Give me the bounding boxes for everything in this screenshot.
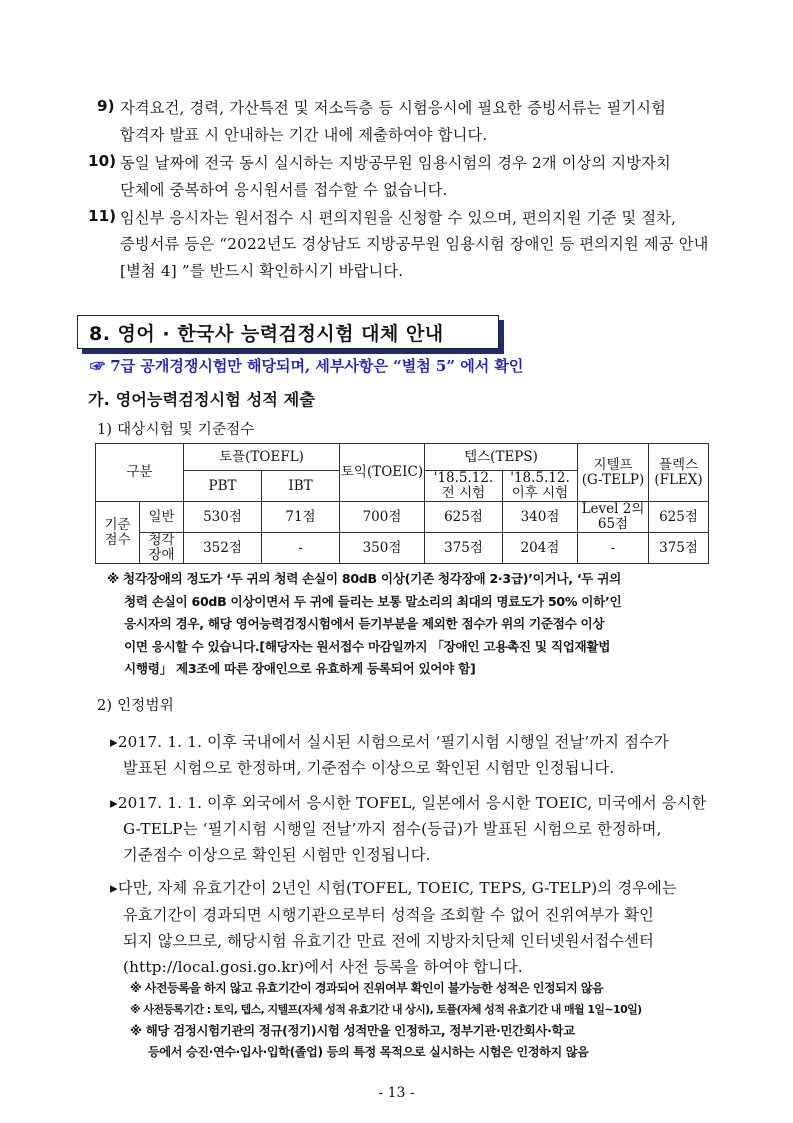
header-flex bbox=[649, 444, 709, 502]
section-title: 8. 영어 · 한국사 능력검정시험 대체 안내 bbox=[89, 323, 444, 345]
item-text-line: 자격요건, 경력, 가산특전 및 저소득층 등 시험응시에 필요한 증빙서류는 필기시험 bbox=[120, 99, 667, 117]
subsection-heading: 가. 영어능력검정시험 성적 제출 bbox=[88, 390, 316, 409]
section-pointer-note: ☞ 7급 공개경쟁시험만 해당되며, 세부사항은 “별첨 5” 에서 확인 bbox=[90, 357, 524, 375]
table-cell: 352점 bbox=[184, 533, 262, 564]
bullet-line: ▸2017. 1. 1. 이후 외국에서 응시한 TOFEL, 일본에서 응시한 TOEIC, 미국에서 응시한 bbox=[110, 794, 707, 812]
note-line: 응시자의 경우, 해당 영어능력검정시험에서 듣기부분을 제외한 점수가 위의 기준점수 이상 bbox=[124, 616, 605, 631]
header-gtelp-l2: (G-TELP) bbox=[581, 471, 645, 488]
header-teps-after-l2: 이후 시험 bbox=[511, 485, 569, 501]
score-table bbox=[95, 443, 709, 564]
header-teps-after bbox=[503, 471, 578, 502]
page-number: - 13 - bbox=[378, 1085, 415, 1101]
item-text-line: 증빙서류 등은 “2022년도 경상남도 지방공무원 임용시험 장애인 등 편의지원 제공 안내 bbox=[120, 235, 709, 253]
header-gtelp-l1: 지텔프 bbox=[593, 456, 633, 473]
header-teps-before bbox=[425, 471, 503, 502]
table-cell: 350점 bbox=[340, 533, 425, 564]
header-toefl: 토플(TOEFL) bbox=[184, 444, 340, 471]
item-text-line: 단체에 중복하여 응시원서를 접수할 수 없습니다. bbox=[120, 181, 448, 199]
table-cell-gtelp bbox=[578, 502, 649, 533]
note-line: ※ 사전등록을 하지 않고 유효기간이 경과되어 진위여부 확인이 불가능한 성적은 인정되지 않음 bbox=[130, 981, 604, 995]
subsection-label: 1) 대상시험 및 기준점수 bbox=[97, 422, 255, 438]
header-ibt: IBT bbox=[262, 471, 340, 502]
item-number: 10) bbox=[88, 152, 117, 170]
table-cell: 625점 bbox=[649, 502, 709, 533]
note-line: 등에서 승진·연수·입사·입학(졸업) 등의 특정 목적으로 실시하는 시험은 인정하지 않음 bbox=[148, 1045, 589, 1059]
row-hearing-label bbox=[140, 533, 184, 564]
note-line: 청력 손실이 60dB 이상이면서 두 귀에 들리는 보통 말소리의 최대의 명료도가 50% 이하’인 bbox=[124, 594, 622, 609]
header-teps-before-l1: '18.5.12. bbox=[433, 470, 494, 486]
table-cell: 71점 bbox=[262, 502, 340, 533]
hearing-l2: 장애 bbox=[148, 547, 175, 563]
item-text-line: 동일 날짜에 전국 동시 실시하는 지방공무원 임용시험의 경우 2개 이상의 지방자치 bbox=[120, 154, 671, 172]
item-text-line: 합격자 발표 시 안내하는 기간 내에 제출하여야 합니다. bbox=[120, 126, 488, 144]
table-cell: 340점 bbox=[503, 502, 578, 533]
bullet-line: ▸2017. 1. 1. 이후 국내에서 실시된 시험으로서 ‘필기시험 시행일 전날’까지 점수가 bbox=[110, 733, 669, 751]
table-cell: 375점 bbox=[425, 533, 503, 564]
row-label-criteria bbox=[96, 502, 140, 564]
note-line: 이면 응시할 수 있습니다.[해당자는 원서접수 마감일까지 「장애인 고용촉진 및 직업재활법 bbox=[124, 639, 611, 654]
item-text-line: [별첨 4] ”를 반드시 확인하시기 바랍니다. bbox=[120, 262, 404, 280]
bullet-line: ▸다만, 자체 유효기간이 2년인 시험(TOFEL, TOEIC, TEPS, G-TELP)의 경우에는 bbox=[110, 879, 677, 897]
header-flex-l2: (FLEX) bbox=[654, 471, 703, 488]
table-cell: 530점 bbox=[184, 502, 262, 533]
subsection-label: 2) 인정범위 bbox=[97, 698, 174, 714]
header-pbt: PBT bbox=[184, 471, 262, 502]
table-cell: - bbox=[262, 533, 340, 564]
bullet-line: 되지 않으므로, 해당시험 유효기간 만료 전에 지방자치단체 인터넷원서접수센터 bbox=[123, 932, 654, 950]
header-flex-l1: 플렉스 bbox=[658, 456, 699, 473]
bullet-line: (http://local.gosi.go.kr)에서 사전 등록을 하여야 합니다. bbox=[123, 958, 523, 976]
gtelp-l2: 65점 bbox=[597, 516, 629, 532]
item-text-line: 임신부 응시자는 원서접수 시 편의지원을 신청할 수 있으며, 편의지원 기준 및 절차, bbox=[120, 209, 677, 227]
note-line: ※ 청각장애의 정도가 ‘두 귀의 청력 손실이 80dB 이상(기존 청각장애 2·3급)’이거나, ‘두 귀의 bbox=[107, 571, 621, 586]
note-line: 시행령」 제3조에 따른 장애인으로 유효하게 등록되어 있어야 함] bbox=[124, 661, 476, 676]
row-label-l1: 기준 bbox=[104, 516, 131, 533]
header-teps-after-l1: '18.5.12. bbox=[510, 470, 570, 486]
header-gubun: 구분 bbox=[96, 444, 184, 502]
hearing-l1: 청각 bbox=[148, 532, 175, 548]
row-label-l2: 점수 bbox=[104, 531, 131, 548]
header-gtelp bbox=[578, 444, 649, 502]
bullet-line: 기준점수 이상으로 확인된 시험만 인정됩니다. bbox=[123, 846, 431, 864]
header-teps-before-l2: 전 시험 bbox=[441, 485, 486, 501]
table-cell: 625점 bbox=[425, 502, 503, 533]
item-number: 9) bbox=[97, 97, 115, 115]
table-cell: 700점 bbox=[340, 502, 425, 533]
bullet-line: 유효기간이 경과되면 시행기관으로부터 성적을 조회할 수 없어 진위여부가 확인 bbox=[123, 906, 654, 924]
bullet-line: G-TELP는 ‘필기시험 시행일 전날’까지 점수(등급)가 발표된 시험으로 한정하며, bbox=[123, 820, 662, 838]
gtelp-l1: Level 2의 bbox=[581, 501, 645, 517]
bullet-line: 발표된 시험으로 한정하며, 기준점수 이상으로 확인된 시험만 인정됩니다. bbox=[123, 759, 615, 777]
header-teps: 텝스(TEPS) bbox=[425, 444, 578, 471]
table-cell: - bbox=[578, 533, 649, 564]
row-general-label: 일반 bbox=[140, 502, 184, 533]
header-toeic: 토익(TOEIC) bbox=[340, 444, 425, 502]
note-line: ※ 사전등록기간 : 토익, 텝스, 지텔프(자체 성적 유효기간 내 상시), 토플(자체 성적 유효기간 내 매월 1일~10일) bbox=[130, 1003, 642, 1016]
table-cell: 375점 bbox=[649, 533, 709, 564]
section-heading-box bbox=[77, 315, 499, 349]
item-number: 11) bbox=[88, 207, 117, 225]
table-cell: 204점 bbox=[503, 533, 578, 564]
note-line: ※ 해당 검정시험기관의 정규(정기)시험 성적만을 인정하고, 정부기관·민간회사·학교 bbox=[130, 1023, 575, 1038]
